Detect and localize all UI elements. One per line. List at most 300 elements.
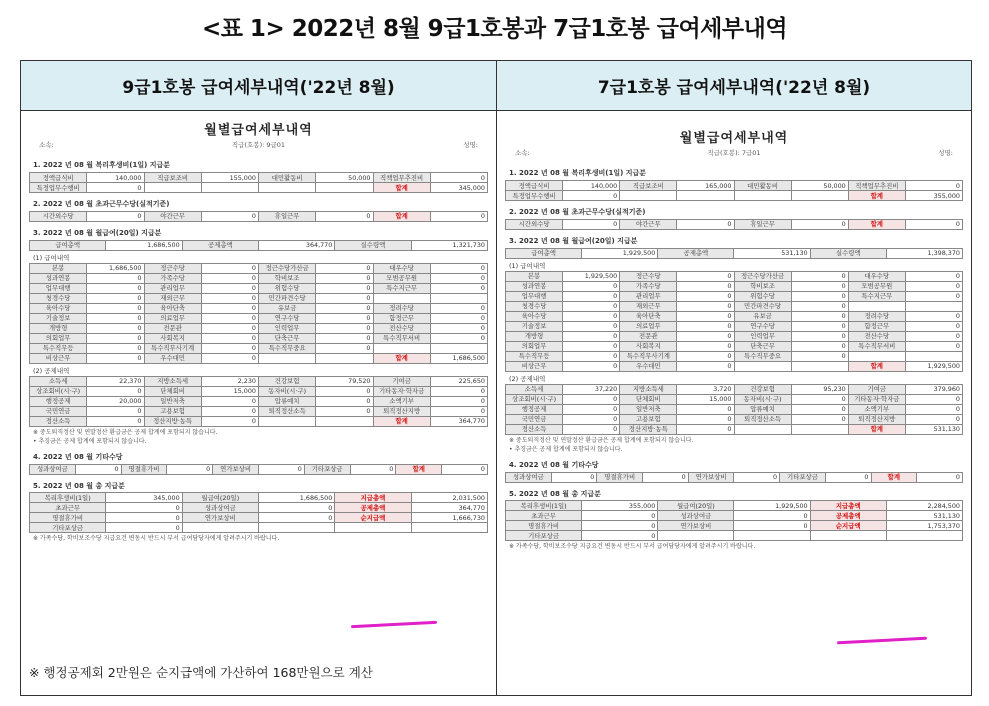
cell-label: 관리업무: [144, 283, 201, 293]
cell-label: [144, 183, 201, 193]
cell-label: 기타동자·학자금: [848, 394, 905, 404]
cell-label: 합계: [848, 219, 905, 229]
cell-value: [734, 531, 810, 541]
cell-value: [791, 191, 848, 201]
cell-value: 0: [75, 464, 121, 474]
cell-label: 명절휴가비: [506, 521, 582, 531]
cell-value: 0: [87, 333, 144, 343]
cell-label: 퇴직정산지방: [848, 414, 905, 424]
cell-label: 특수직무서비: [848, 341, 905, 351]
cell-label: 공제총액: [335, 503, 411, 513]
cell-value: 0: [201, 303, 258, 313]
cell-value: 0: [563, 291, 620, 301]
cell-label: 기타포상금: [30, 523, 106, 533]
cell-value: 0: [258, 503, 334, 513]
data-table: [505, 384, 963, 435]
cell-value: 0: [430, 386, 487, 396]
adjustment-note: ※ 행정공제회 2만원은 순지급액에 가산하여 168만원으로 계산: [29, 665, 373, 680]
footer-note: ※ 가족수당, 학비보조수당 지급요건 변동시 반드시 부서 급여담당자에게 알려주시기 바랍니다.: [33, 535, 280, 543]
cell-value: [316, 416, 373, 426]
cell-value: 1,686,500: [106, 240, 182, 250]
meta-field: 소속:: [39, 141, 54, 150]
cell-value: 0: [201, 343, 258, 353]
cell-label: 청경수당: [30, 293, 87, 303]
cell-label: 실수령액: [810, 248, 886, 258]
cell-value: 79,520: [316, 376, 373, 386]
table-row: [506, 181, 963, 191]
section-title: 5. 2022 년 08 월 총 지급분: [33, 481, 125, 490]
cell-label: 인력업무: [259, 323, 316, 333]
data-table: [29, 172, 488, 193]
grade7-pay-statement: [505, 131, 963, 551]
cell-value: 0: [677, 351, 734, 361]
cell-value: 0: [258, 513, 334, 523]
cell-label: 합계: [871, 472, 917, 482]
data-table: [505, 180, 963, 201]
cell-label: 건강보험: [259, 376, 316, 386]
section-title: 5. 2022 년 08 월 총 지급분: [509, 489, 601, 498]
doc-title: 월별급여세부내역: [204, 123, 313, 138]
data-table: [29, 464, 488, 475]
section-title: 4. 2022 년 08 월 기타수당: [509, 460, 599, 469]
cell-label: 의회업무: [506, 341, 563, 351]
cell-label: 실수령액: [335, 240, 411, 250]
cell-value: 2,031,500: [411, 493, 487, 503]
cell-value: 1,929,500: [582, 248, 658, 258]
cell-label: 기술정보: [506, 321, 563, 331]
cell-label: [848, 351, 905, 361]
cell-value: 0: [563, 341, 620, 351]
page-title: <표 1> 2022년 8월 9급1호봉과 7급1호봉 급여세부내역: [201, 16, 788, 42]
cell-value: 95,230: [791, 384, 848, 394]
cell-label: 정려수당: [373, 303, 430, 313]
cell-label: 특수직무사기계: [144, 343, 201, 353]
cell-value: 0: [106, 523, 182, 533]
cell-value: 0: [316, 406, 373, 416]
cell-label: 야간근무: [144, 211, 201, 221]
cell-value: 0: [677, 291, 734, 301]
cell-label: 정근수당가산금: [259, 263, 316, 273]
cell-label: 기타동자·학자금: [373, 386, 430, 396]
cell-value: 0: [201, 416, 258, 426]
cell-value: 0: [791, 404, 848, 414]
table-row: [30, 273, 488, 283]
cell-value: 0: [106, 503, 182, 513]
cell-label: 민간파견수당: [734, 301, 791, 311]
cell-label: 기여금: [848, 384, 905, 394]
cell-value: 0: [791, 291, 848, 301]
cell-label: 명절휴가비: [121, 464, 167, 474]
cell-value: [791, 361, 848, 371]
cell-value: 0: [201, 323, 258, 333]
cell-label: 합계: [373, 183, 430, 193]
cell-label: 정근수당: [144, 263, 201, 273]
cell-value: 0: [677, 321, 734, 331]
table-row: [506, 351, 963, 361]
cell-value: [886, 531, 962, 541]
grade7-header: 7급1호봉 급여세부내역('22년 8월): [497, 61, 971, 111]
cell-value: 0: [563, 281, 620, 291]
cell-value: 0: [677, 424, 734, 434]
cell-label: 행정공제: [506, 404, 563, 414]
table-row: [30, 343, 488, 353]
cell-value: 0: [677, 414, 734, 424]
table-row: [506, 248, 963, 258]
table-row: [30, 293, 488, 303]
cell-value: 2,284,500: [886, 501, 962, 511]
cell-label: 동자비(시·구): [259, 386, 316, 396]
cell-label: 특수직무중요: [259, 343, 316, 353]
cell-value: 0: [734, 511, 810, 521]
cell-label: 특수직무중요: [734, 351, 791, 361]
cell-value: 0: [316, 313, 373, 323]
cell-value: 0: [905, 414, 962, 424]
cell-value: 1,929,500: [905, 361, 962, 371]
cell-label: 압류예치: [259, 396, 316, 406]
table-row: [30, 493, 488, 503]
cell-value: 0: [430, 273, 487, 283]
table-row: [30, 376, 488, 386]
cell-value: 0: [201, 293, 258, 303]
cell-label: 합계: [848, 191, 905, 201]
cell-value: 0: [791, 311, 848, 321]
cell-label: 직급보조비: [144, 173, 201, 183]
cell-value: 0: [201, 273, 258, 283]
data-table: [29, 263, 488, 364]
cell-value: 1,686,500: [258, 493, 334, 503]
table-row: [506, 281, 963, 291]
cell-label: 정산지방·농특: [144, 416, 201, 426]
cell-label: 성과상여금: [182, 503, 258, 513]
cell-label: 개방형: [30, 323, 87, 333]
cell-value: 0: [442, 464, 488, 474]
cell-label: 전문관: [620, 331, 677, 341]
grade9-header: 9급1호봉 급여세부내역('22년 8월): [21, 61, 496, 111]
cell-value: 0: [258, 464, 304, 474]
cell-label: 유보금: [259, 303, 316, 313]
cell-label: 소득세: [506, 384, 563, 394]
cell-value: 140,000: [563, 181, 620, 191]
table-row: [30, 323, 488, 333]
doc-title: 월별급여세부내역: [679, 131, 789, 146]
cell-value: 1,398,370: [886, 248, 962, 258]
cell-label: 건강보험: [734, 384, 791, 394]
cell-value: 0: [316, 386, 373, 396]
cell-value: 0: [791, 394, 848, 404]
cell-value: 0: [563, 351, 620, 361]
cell-label: [734, 191, 791, 201]
cell-label: 초과근무: [30, 503, 106, 513]
cell-value: 0: [430, 323, 487, 333]
cell-label: 고용보험: [144, 406, 201, 416]
cell-value: 0: [201, 396, 258, 406]
cell-value: 345,000: [430, 183, 487, 193]
cell-label: 학비보조: [734, 281, 791, 291]
cell-label: 유보금: [734, 311, 791, 321]
cell-label: 연가보상비: [213, 464, 259, 474]
cell-label: 정액급식비: [30, 173, 87, 183]
cell-value: 0: [430, 313, 487, 323]
cell-value: 0: [677, 341, 734, 351]
cell-label: 정액급식비: [506, 181, 563, 191]
table-row: [506, 531, 963, 541]
table-row: [30, 386, 488, 396]
cell-label: 지방소득세: [144, 376, 201, 386]
cell-label: 휴일근무: [259, 211, 316, 221]
cell-value: 50,000: [316, 173, 373, 183]
section-title: 1. 2022 년 08 월 복리후생비(1일) 지급분: [509, 169, 647, 178]
cell-label: 의회업무: [30, 333, 87, 343]
cell-label: 공제총액: [658, 248, 734, 258]
meta-field: 직급(호봉): 7급01: [707, 149, 761, 158]
cell-value: 0: [563, 414, 620, 424]
cell-label: 퇴직정산지방: [373, 406, 430, 416]
cell-value: 0: [316, 396, 373, 406]
cell-value: 0: [87, 323, 144, 333]
table-row: [506, 191, 963, 201]
cell-label: 공제총액: [182, 240, 258, 250]
cell-value: [905, 301, 962, 311]
cell-value: [411, 523, 487, 533]
cell-label: 정근수당: [620, 271, 677, 281]
cell-value: 0: [791, 301, 848, 311]
section-title: 3. 2022 년 08 월 월급여(20일) 지급분: [509, 236, 638, 245]
cell-label: 업무대행: [506, 291, 563, 301]
data-table: [505, 271, 963, 372]
cell-label: 시간외수당: [30, 211, 87, 221]
cell-value: 0: [201, 333, 258, 343]
cell-value: 0: [905, 341, 962, 351]
cell-value: 0: [582, 521, 658, 531]
cell-label: 직급보조비: [620, 181, 677, 191]
cell-value: 0: [201, 211, 258, 221]
cell-value: 0: [677, 271, 734, 281]
cell-label: 기타포상금: [780, 472, 826, 482]
cell-value: 0: [643, 472, 689, 482]
cell-value: 0: [430, 263, 487, 273]
cell-value: 0: [791, 351, 848, 361]
meta-field: 직급(호봉): 9급01: [231, 141, 286, 150]
cell-label: 소액기부: [848, 404, 905, 414]
cell-label: 성과연봉: [30, 273, 87, 283]
cell-label: 비상근무: [506, 361, 563, 371]
cell-label: 연가보상비: [658, 521, 734, 531]
table-row: [506, 331, 963, 341]
cell-value: 0: [87, 313, 144, 323]
cell-value: 0: [825, 472, 871, 482]
cell-value: 0: [316, 333, 373, 343]
subsection-title: (2) 공제내역: [509, 374, 546, 383]
table-row: [30, 333, 488, 343]
cell-label: 대우수당: [848, 271, 905, 281]
cell-label: [848, 301, 905, 311]
cell-label: [373, 293, 430, 303]
meta-field: 성명:: [938, 149, 953, 158]
cell-value: 0: [905, 321, 962, 331]
cell-label: 함정근무: [373, 313, 430, 323]
data-table: [29, 211, 488, 222]
cell-value: 0: [905, 181, 962, 191]
cell-label: 특수지근무: [848, 291, 905, 301]
data-table: [29, 492, 488, 533]
cell-label: 특수직무서비: [373, 333, 430, 343]
cell-label: 성과상여금: [30, 464, 76, 474]
cell-value: 364,770: [411, 503, 487, 513]
cell-label: 명절휴가비: [30, 513, 106, 523]
cell-label: [259, 353, 316, 363]
cell-value: 20,000: [87, 396, 144, 406]
cell-value: 2,230: [201, 376, 258, 386]
meta-field: 소속:: [515, 149, 530, 158]
cell-value: 355,000: [905, 191, 962, 201]
table-row: [30, 263, 488, 273]
cell-label: 기타포상금: [506, 531, 582, 541]
cell-label: [259, 183, 316, 193]
cell-value: 0: [677, 281, 734, 291]
table-row: [30, 353, 488, 363]
cell-value: 15,000: [677, 394, 734, 404]
cell-label: [734, 424, 791, 434]
table-row: [506, 424, 963, 434]
cell-label: 퇴직정산소득: [734, 414, 791, 424]
cell-label: 지급총액: [810, 501, 886, 511]
table-row: [30, 303, 488, 313]
data-table: [505, 472, 963, 483]
cell-value: 22,370: [87, 376, 144, 386]
cell-label: 고용보험: [620, 414, 677, 424]
note-text: • 추징금은 공제 합계에 포함되지 않습니다.: [509, 446, 623, 454]
cell-value: 1,321,730: [411, 240, 487, 250]
cell-label: 압류예치: [734, 404, 791, 414]
cell-value: 0: [430, 406, 487, 416]
cell-label: [658, 531, 734, 541]
cell-value: 0: [677, 311, 734, 321]
cell-value: 0: [905, 331, 962, 341]
subsection-title: (2) 공제내역: [33, 366, 70, 375]
cell-value: 0: [563, 219, 620, 229]
cell-value: 3,720: [677, 384, 734, 394]
section-title: 1. 2022 년 08 월 복리후생비(1일) 지급분: [33, 161, 171, 170]
cell-label: 개방형: [506, 331, 563, 341]
cell-label: 육아수당: [30, 303, 87, 313]
cell-label: 야간근무: [620, 219, 677, 229]
cell-label: 연구수당: [734, 321, 791, 331]
cell-value: 0: [201, 353, 258, 363]
table-row: [506, 219, 963, 229]
cell-value: 50,000: [791, 181, 848, 191]
cell-value: 0: [563, 331, 620, 341]
cell-value: [430, 343, 487, 353]
cell-value: 140,000: [87, 173, 144, 183]
doc-meta: [29, 141, 488, 149]
cell-value: 0: [430, 283, 487, 293]
cell-value: 0: [87, 353, 144, 363]
cell-value: 0: [677, 331, 734, 341]
cell-label: 일반저축: [620, 404, 677, 414]
cell-value: 0: [430, 396, 487, 406]
table-row: [506, 384, 963, 394]
cell-value: 0: [201, 283, 258, 293]
cell-label: 월급여(20일): [182, 493, 258, 503]
cell-label: 급여총액: [506, 248, 582, 258]
section-title: 2. 2022 년 08 월 초과근무수당(실적기준): [509, 208, 646, 217]
doc-meta: [505, 149, 963, 157]
table-row: [30, 313, 488, 323]
cell-value: 155,000: [201, 173, 258, 183]
cell-label: 모범공무원: [373, 273, 430, 283]
cell-label: 합계: [848, 361, 905, 371]
cell-label: 정려수당: [848, 311, 905, 321]
cell-value: 0: [316, 293, 373, 303]
table-row: [30, 464, 488, 474]
cell-label: 민간파견수당: [259, 293, 316, 303]
cell-value: [316, 353, 373, 363]
cell-value: [316, 183, 373, 193]
table-row: [506, 404, 963, 414]
cell-label: 인력업무: [734, 331, 791, 341]
table-row: [30, 503, 488, 513]
cell-value: 0: [350, 464, 396, 474]
cell-value: 379,960: [905, 384, 962, 394]
cell-label: 특정업무수행비: [506, 191, 563, 201]
cell-value: 0: [791, 271, 848, 281]
cell-label: [810, 531, 886, 541]
cell-label: 우수대민: [620, 361, 677, 371]
cell-value: 0: [791, 331, 848, 341]
cell-value: 0: [563, 394, 620, 404]
grade9-pay-statement: [29, 123, 488, 543]
cell-label: 직책업무추진비: [373, 173, 430, 183]
table-row: [506, 414, 963, 424]
cell-label: 육아단축: [144, 303, 201, 313]
cell-value: 531,130: [886, 511, 962, 521]
subsection-title: (1) 급여내역: [509, 261, 546, 270]
cell-label: [373, 343, 430, 353]
cell-label: 소액기부: [373, 396, 430, 406]
cell-value: 364,770: [258, 240, 334, 250]
cell-label: 의료업무: [620, 321, 677, 331]
table-row: [506, 311, 963, 321]
cell-value: 0: [87, 343, 144, 353]
cell-label: 상조회비(시·구): [506, 394, 563, 404]
cell-value: 0: [316, 303, 373, 313]
cell-label: 육아단축: [620, 311, 677, 321]
table-row: [30, 513, 488, 523]
cell-label: 특수직무사기계: [620, 351, 677, 361]
cell-label: 청경수당: [506, 301, 563, 311]
cell-value: 364,770: [430, 416, 487, 426]
cell-label: 우수대민: [144, 353, 201, 363]
cell-value: [905, 351, 962, 361]
cell-label: [259, 416, 316, 426]
cell-label: [182, 523, 258, 533]
cell-value: 15,000: [201, 386, 258, 396]
cell-label: 단체회비: [620, 394, 677, 404]
cell-value: 0: [563, 311, 620, 321]
cell-label: 학비보조: [259, 273, 316, 283]
cell-value: 0: [167, 464, 213, 474]
cell-label: 순지급액: [810, 521, 886, 531]
cell-value: 0: [905, 291, 962, 301]
cell-label: 순지급액: [335, 513, 411, 523]
cell-value: 0: [316, 323, 373, 333]
cell-value: 531,130: [734, 248, 810, 258]
cell-label: 복리후생비(1일): [506, 501, 582, 511]
section-title: 3. 2022 년 08 월 월급여(20일) 지급분: [33, 228, 162, 237]
cell-label: 소득세: [30, 376, 87, 386]
cell-value: 0: [87, 416, 144, 426]
cell-value: 0: [87, 406, 144, 416]
